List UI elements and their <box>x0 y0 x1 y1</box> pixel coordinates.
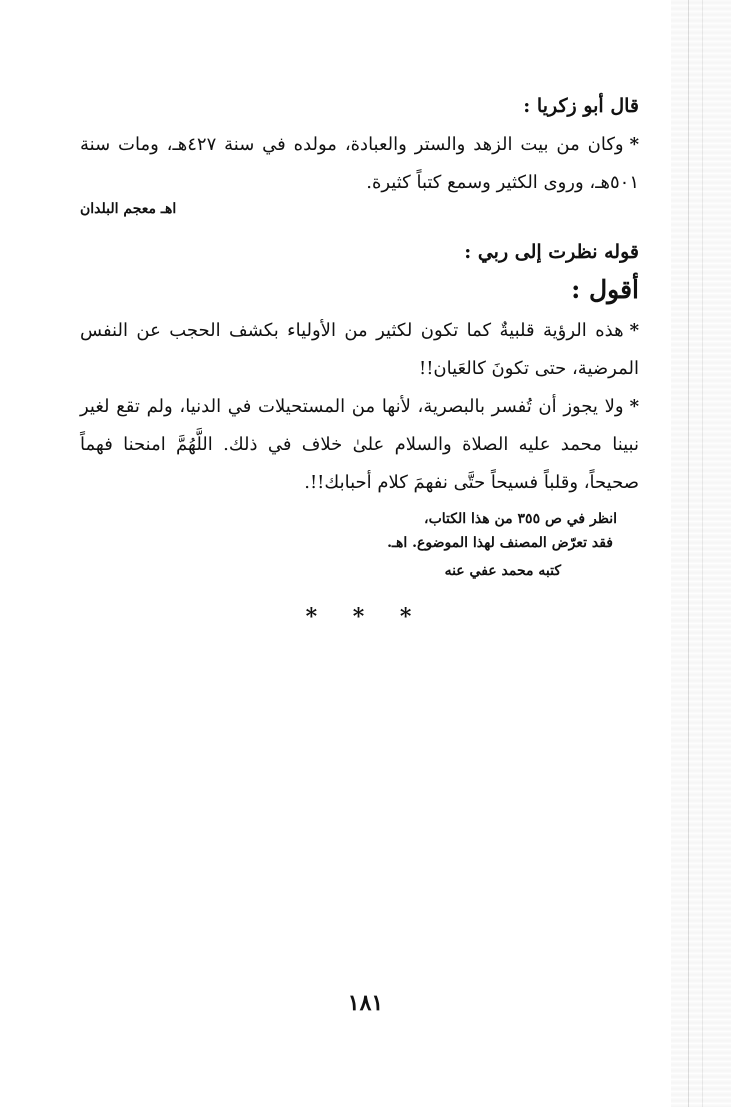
asterisk-icon: * <box>629 320 639 341</box>
scan-edge-line <box>702 0 703 1107</box>
paragraph-biography <box>80 126 639 202</box>
paragraph-text: هذه الرؤية قلبيةٌ كما تكون لكثير من الأولياء بكشف الحجب عن النفس المرضية، حتى تكونَ كالعَيان!! <box>80 320 639 379</box>
heading-abu-zakariya: قال أبو زكريا : <box>523 95 639 117</box>
heading-aqoul: أقول : <box>571 275 639 304</box>
scan-edge-shading <box>671 0 731 1107</box>
asterisk-icon: * <box>629 396 639 417</box>
section-divider: * * * <box>305 604 426 630</box>
paragraph-qalbiya <box>80 312 639 388</box>
heading-nazartu: قوله نظرت إلى ربي : <box>464 241 639 263</box>
asterisk-icon: * <box>629 134 640 155</box>
footnote-signature: كتبه محمد عفي عنه <box>444 563 561 579</box>
footnote-line-1: انظر في ص ٣٥٥ من هذا الكتاب، <box>424 511 617 527</box>
paragraph-text: ولا يجوز أن تُفسر بالبصرية، لأنها من المستحيلات في الدنيا، ولم تقع لغير نبينا محمد عليه الصلاة والسلام علىٰ خلاف في ذلك. اللَّهُمَّ امنحنا فهماً صحيحاً، وقلباً فسيحاً حتَّى نفهمَ كلام أحبابك!!. <box>80 396 640 493</box>
page-number: ١٨١ <box>347 990 384 1016</box>
source-note: اهـ معجم البلدان <box>80 201 177 217</box>
paragraph-text: وكان من بيت الزهد والستر والعبادة، مولده في سنة ٤٢٧هـ، ومات سنة ٥٠١هـ، وروى الكثير وسمع كتباً كثيرة. <box>80 134 639 193</box>
paragraph-basariya <box>80 388 639 502</box>
footnote-line-2: فقد تعرّض المصنف لهذا الموضوع. اهـ. <box>387 535 613 551</box>
scan-edge-line <box>688 0 689 1107</box>
